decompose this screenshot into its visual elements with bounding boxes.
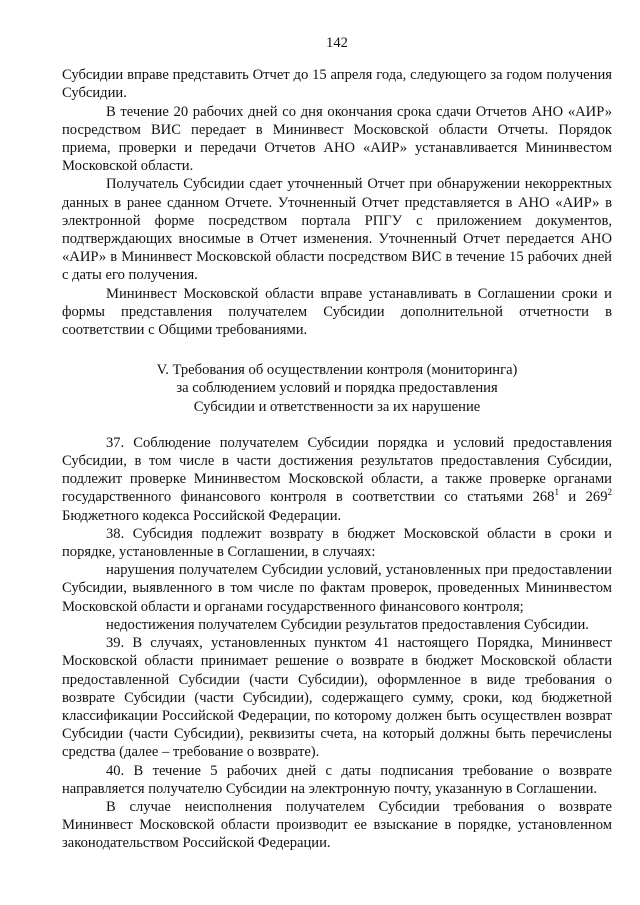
paragraph-38-case-results: недостижения получателем Субсидии результатов предоставления Субсидии. [106,616,589,633]
paragraph-updated-report: Получатель Субсидии сдает уточненный Отчет при обнаружении некорректных данных в ранее сданном Отчете. Уточненный Отчет представляется в АНО «АИР» в электронной форме посредством портала РПГУ с приложением документов, подтверждающих вносимые в Отчет изменения. Уточненный Отчет передается АНО «АИР» в Мининвест Московской области посредством ВИС в течение 15 рабочих дней с даты его получения. [62,176,612,284]
section-heading-line-1: V. Требования об осуществлении контроля (мониторинга) [156,362,518,379]
section-heading [62,361,612,416]
page-number: 142 [326,35,348,51]
superscript-1: 1 [554,487,559,498]
section-heading-line-2: за соблюдением условий и порядка предоставления [176,380,498,397]
section-heading-line-3: Субсидии и ответственности за их нарушение [193,398,481,415]
paragraph-report-deadline: Субсидии вправе представить Отчет до 15 апреля года, следующего за годом получения Субсидии. [62,67,612,102]
paragraph-37-text: 37. Соблюдение получателем Субсидии порядка и условий предоставления Субсидии, в том числе в части достижения результатов предоставления Субсидии, подлежит проверке Мининвестом Московской области, а также проверке органами государственного финансового контроля в соответствии со статьями 268 [62,434,612,506]
paragraph-37 [62,434,612,525]
paragraph-38: 38. Субсидия подлежит возврату в бюджет Московской области в сроки и порядке, установленные в Соглашении, в случаях: [62,525,612,561]
superscript-2: 2 [607,487,613,498]
paragraph-37-end: Бюджетного кодекса Российской Федерации. [62,507,342,524]
paragraph-38-case-violation: нарушения получателем Субсидии условий, установленных при предоставлении Субсидии, выявленного в том числе по фактам проверок, проведенных Мининвестом Московской области и органами государственного финансового контроля; [62,562,612,615]
paragraph-recovery: В случае неисполнения получателем Субсидии требования о возврате Мининвест Московской области производит ее взыскание в порядке, установленном законодательством Российской Федерации. [62,798,612,852]
paragraph-39: 39. В случаях, установленных пунктом 41 настоящего Порядка, Мининвест Московской области принимает решение о возврате в бюджет Московской области предоставленной Субсидии (части Субсидии), оформленное в виде требования о возврате Субсидии (части Субсидии), содержащего сумму, сроки, код бюджетной классификации Российской Федерации, по которому должен быть осуществлен возврат Субсидии (части Субсидии), реквизиты счета, на который должны быть перечислены средства (далее – требование о возврате). [62,635,612,761]
paragraph-report-transfer: В течение 20 рабочих дней со дня окончания срока сдачи Отчетов АНО «АИР» посредством ВИС передает в Мининвест Московской области Отчеты. Порядок приема, проверки и передачи Отчетов АНО «АИР» устанавливается Мининвестом Московской области. [62,103,612,175]
paragraph-37-middle: и 269 [558,489,608,506]
paragraph-additional-reporting: Мининвест Московской области вправе устанавливать в Соглашении сроки и формы представления получателем Субсидии дополнительной отчетности в соответствии с Общими требованиями. [62,285,612,339]
paragraph-40: 40. В течение 5 рабочих дней с даты подписания требование о возврате направляется получателю Субсидии на электронную почту, указанную в Соглашении. [62,762,612,797]
